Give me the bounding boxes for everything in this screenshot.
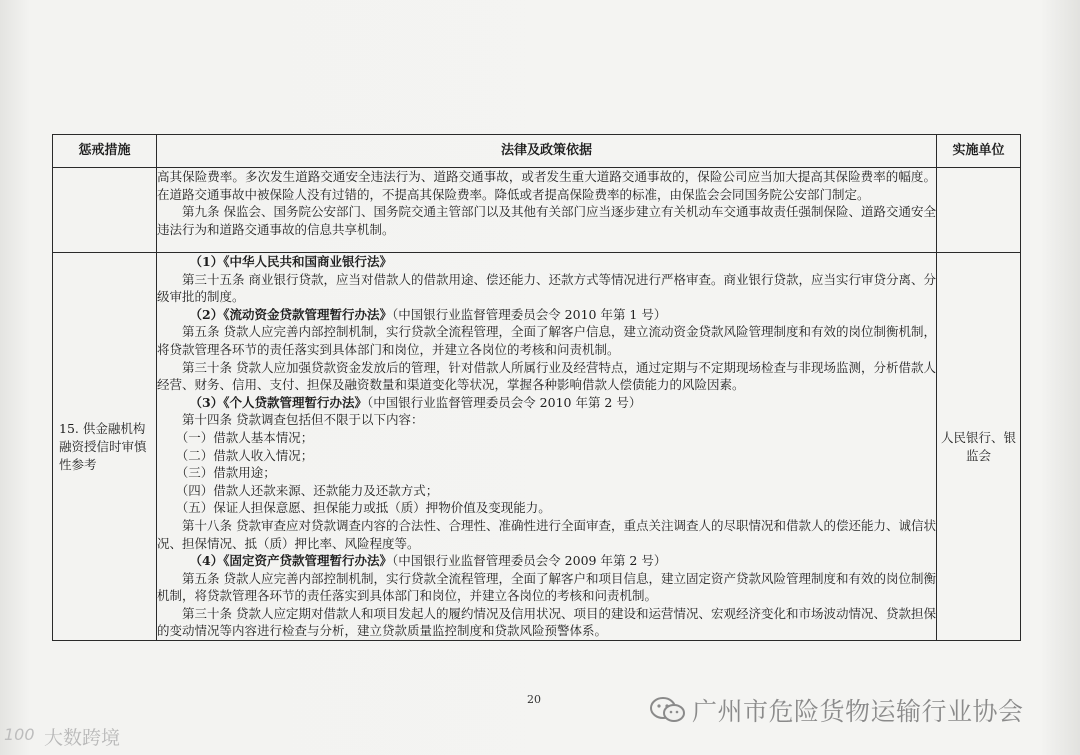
header-measure: 惩戒措施 [53, 135, 157, 168]
law-list-item: （四）借款人还款来源、还款能力及还款方式； [175, 482, 439, 498]
law-source: （中国银行业监督管理委员会令 2010 年第 2 号） [366, 394, 642, 410]
law-paragraph: 第九条 保监会、国务院公安部门、国务院交通主管部门以及其他有关部门应当逐步建立有关机动车交通事故责任强制保险、道路交通安全违法行为和道路交通事故的信息共享机制。 [157, 204, 936, 237]
law-paragraph: 第三十条 贷款人应加强贷款资金发放后的管理，针对借款人所属行业及经营特点，通过定期与不定期现场检查与非现场监测，分析借款人经营、财务、信用、支付、担保及融资数量和渠道变化等状况，掌握各种影响借款人偿债能力的风险因素。 [157, 359, 936, 393]
law-title-text: （4）《固定资产贷款管理暂行办法》 [189, 553, 392, 569]
law-list-item: （一）借款人基本情况； [175, 429, 314, 445]
law-basis-cell [157, 253, 937, 641]
law-list-item: （五）保证人担保意愿、担保能力或抵（质）押物价值及变现能力。 [175, 500, 551, 516]
measure-cell [53, 168, 157, 253]
law-basis-cell [157, 168, 937, 253]
unit-cell [937, 168, 1021, 253]
measure-cell: 15. 供金融机构融资授信时审慎性参考 [53, 253, 157, 641]
law-source: （中国银行业监督管理委员会令 2010 年第 1 号） [391, 306, 667, 322]
watermark-brand [4, 722, 120, 751]
law-paragraph: 高其保险费率。多次发生道路交通安全违法行为、道路交通事故，或者发生重大道路交通事故的，保险公司应当加大提高其保险费率的幅度。在道路交通事故中被保险人没有过错的，不提高其保险费率。降低或者提高保险费率的标准，由保监会会同国务院公安部门制定。 [157, 169, 936, 202]
law-title [157, 552, 936, 570]
page-number: 20 [527, 693, 541, 706]
law-title-text: （1）《中华人民共和国商业银行法》 [189, 254, 392, 269]
law-title-text: （2）《流动资金贷款管理暂行办法》 [189, 306, 392, 322]
law-paragraph: 第十八条 贷款审查应对贷款调查内容的合法性、合理性、准确性进行全面审查，重点关注调查人的尽职情况和借款人的偿还能力、诚信状况、担保情况、抵（质）押比率、风险程度等。 [157, 517, 936, 551]
law-paragraph: 第三十五条 商业银行贷款，应当对借款人的借款用途、偿还能力、还款方式等情况进行严格审查。商业银行贷款，应当实行审贷分离、分级审批的制度。 [157, 271, 936, 305]
law-list-item: （二）借款人收入情况； [175, 447, 314, 463]
law-source: （中国银行业监督管理委员会令 2009 年第 2 号） [391, 553, 667, 569]
table-row [53, 168, 1021, 253]
law-title-text: （3）《个人贷款管理暂行办法》 [189, 394, 367, 410]
brand-logo-text: 100 [4, 725, 35, 744]
law-title [157, 394, 936, 412]
watermark-brand-text: 大数跨境 [44, 727, 121, 749]
law-paragraph: 第五条 贷款人应完善内部控制机制，实行贷款全流程管理，全面了解客户信息，建立流动资金贷款风险管理制度和有效的岗位制衡机制，将贷款管理各环节的责任落实到具体部门和岗位，并建立各岗位的考核和问责机制。 [157, 324, 936, 357]
law-title [157, 253, 936, 271]
header-law-basis: 法律及政策依据 [157, 135, 937, 168]
law-title [157, 306, 936, 324]
unit-cell: 人民银行、银监会 [937, 253, 1021, 641]
watermark-association-text: 广州市危险货物运输行业协会 [692, 697, 1024, 726]
table-row [53, 253, 1021, 641]
wechat-icon [648, 695, 688, 725]
law-paragraph: 第三十条 贷款人应定期对借款人和项目发起人的履约情况及信用状况、项目的建设和运营情况、宏观经济变化和市场波动情况、贷款担保的变动情况等内容进行检查与分析，建立贷款质量监控制度和贷款风险预警体系。 [157, 605, 936, 639]
law-list-item: （三）借款用途； [175, 465, 276, 481]
brand-logo-icon [4, 722, 40, 751]
law-paragraph: 第十四条 贷款调查包括但不限于以下内容： [182, 412, 424, 428]
law-paragraph: 第五条 贷款人应完善内部控制机制，实行贷款全流程管理，全面了解客户和项目信息，建立固定资产贷款风险管理制度和有效的岗位制衡机制，将贷款管理各环节的责任落实到具体部门和岗位，并建立各岗位的考核和问责机制。 [157, 570, 936, 604]
table-header-row [53, 135, 1021, 168]
watermark-association [648, 692, 1024, 728]
policy-table [52, 134, 1021, 641]
header-implementing-unit: 实施单位 [937, 135, 1021, 168]
